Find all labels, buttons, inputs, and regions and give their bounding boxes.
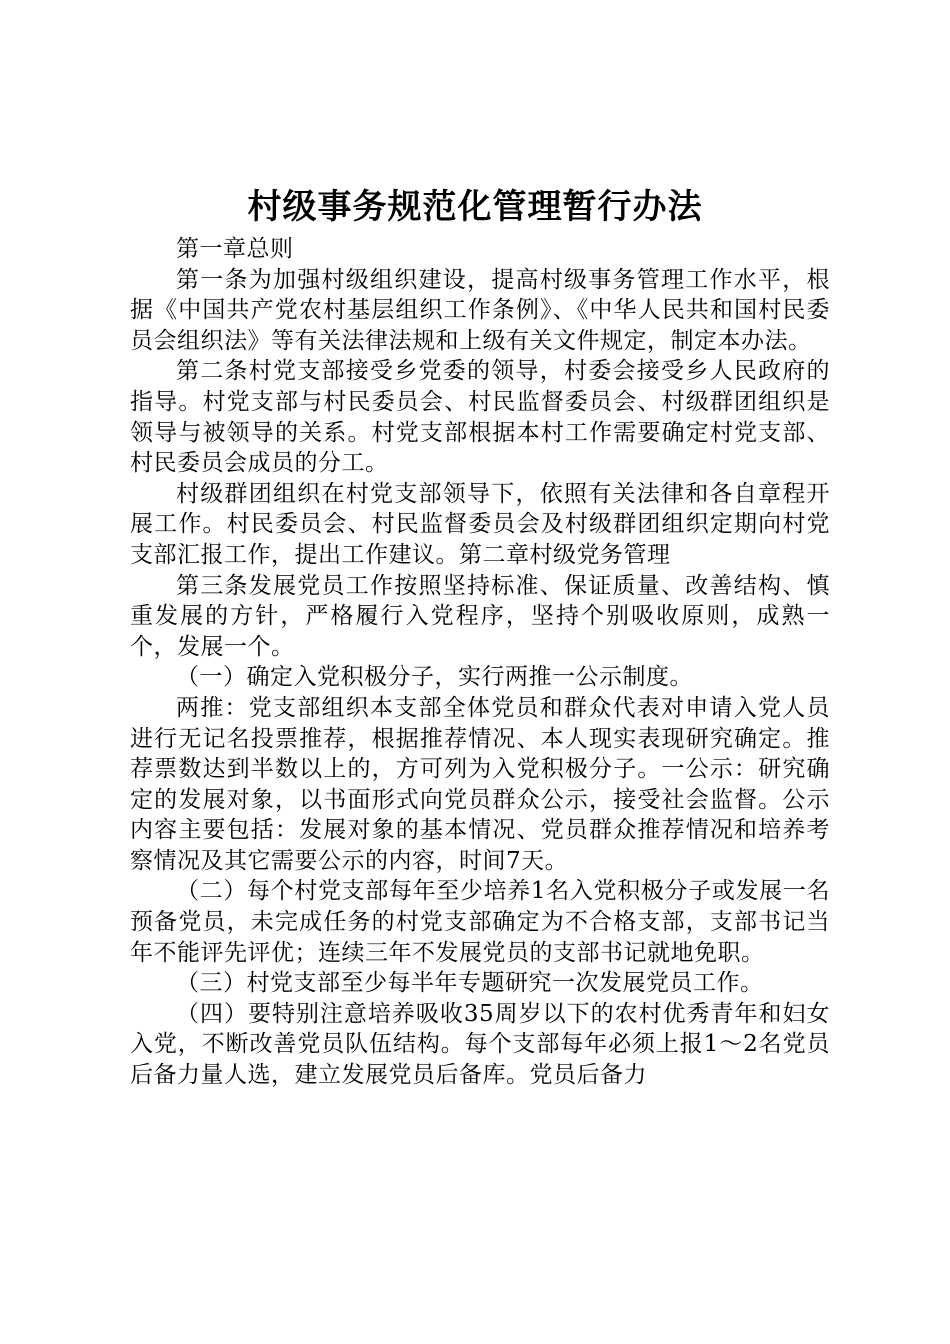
- chapter-heading: 第一章总则: [176, 236, 294, 262]
- clause-paragraph: （三）村党支部至少每半年专题研究一次发展党员工作。: [176, 970, 764, 997]
- document-body: [130, 234, 830, 1091]
- clause-paragraph: （四）要特别注意培养吸收35周岁以下的农村优秀青年和妇女入党，不断改善党员队伍结构。每个支部每年必须上报1～2名党员后备力量人选，建立发展党员后备库。党员后备力: [130, 1000, 830, 1089]
- clause-paragraph: 两推：党支部组织本支部全体党员和群众代表对申请入党人员进行无记名投票推荐，根据推荐情况、本人现实表现研究确定。推荐票数达到半数以上的，方可列为入党积极分子。一公示：研究确定的发展对象，以书面形式向党员群众公示，接受社会监督。公示内容主要包括：发展对象的基本情况、党员群众推荐情况和培养考察情况及其它需要公示的内容，时间7天。: [130, 694, 830, 874]
- article-paragraph: 第三条发展党员工作按照坚持标准、保证质量、改善结构、慎重发展的方针，严格履行入党程序，坚持个别吸收原则，成熟一个，发展一个。: [130, 572, 830, 660]
- clause-paragraph: （二）每个村党支部每年至少培养1名入党积极分子或发展一名预备党员，未完成任务的村党支部确定为不合格支部，支部书记当年不能评先评优；连续三年不发展党员的支部书记就地免职。: [130, 878, 830, 966]
- article-paragraph: 村级群团组织在村党支部领导下，依照有关法律和各自章程开展工作。村民委员会、村民监督委员会及村级群团组织定期向村党支部汇报工作，提出工作建议。第二章村级党务管理: [130, 480, 830, 568]
- article-paragraph: 第一条为加强村级组织建设，提高村级事务管理工作水平，根据《中国共产党农村基层组织工作条例》、《中华人民共和国村民委员会组织法》等有关法律法规和上级有关文件规定，制定本办法。: [130, 266, 830, 354]
- article-paragraph: 第二条村党支部接受乡党委的领导，村委会接受乡人民政府的指导。村党支部与村民委员会、村民监督委员会、村级群团组织是领导与被领导的关系。村党支部根据本村工作需要确定村党支部、村民委员会成员的分工。: [130, 358, 830, 477]
- clause-paragraph: （一）确定入党积极分子，实行两推一公示制度。: [176, 664, 693, 691]
- document-title: 村级事务规范化管理暂行办法: [247, 187, 703, 227]
